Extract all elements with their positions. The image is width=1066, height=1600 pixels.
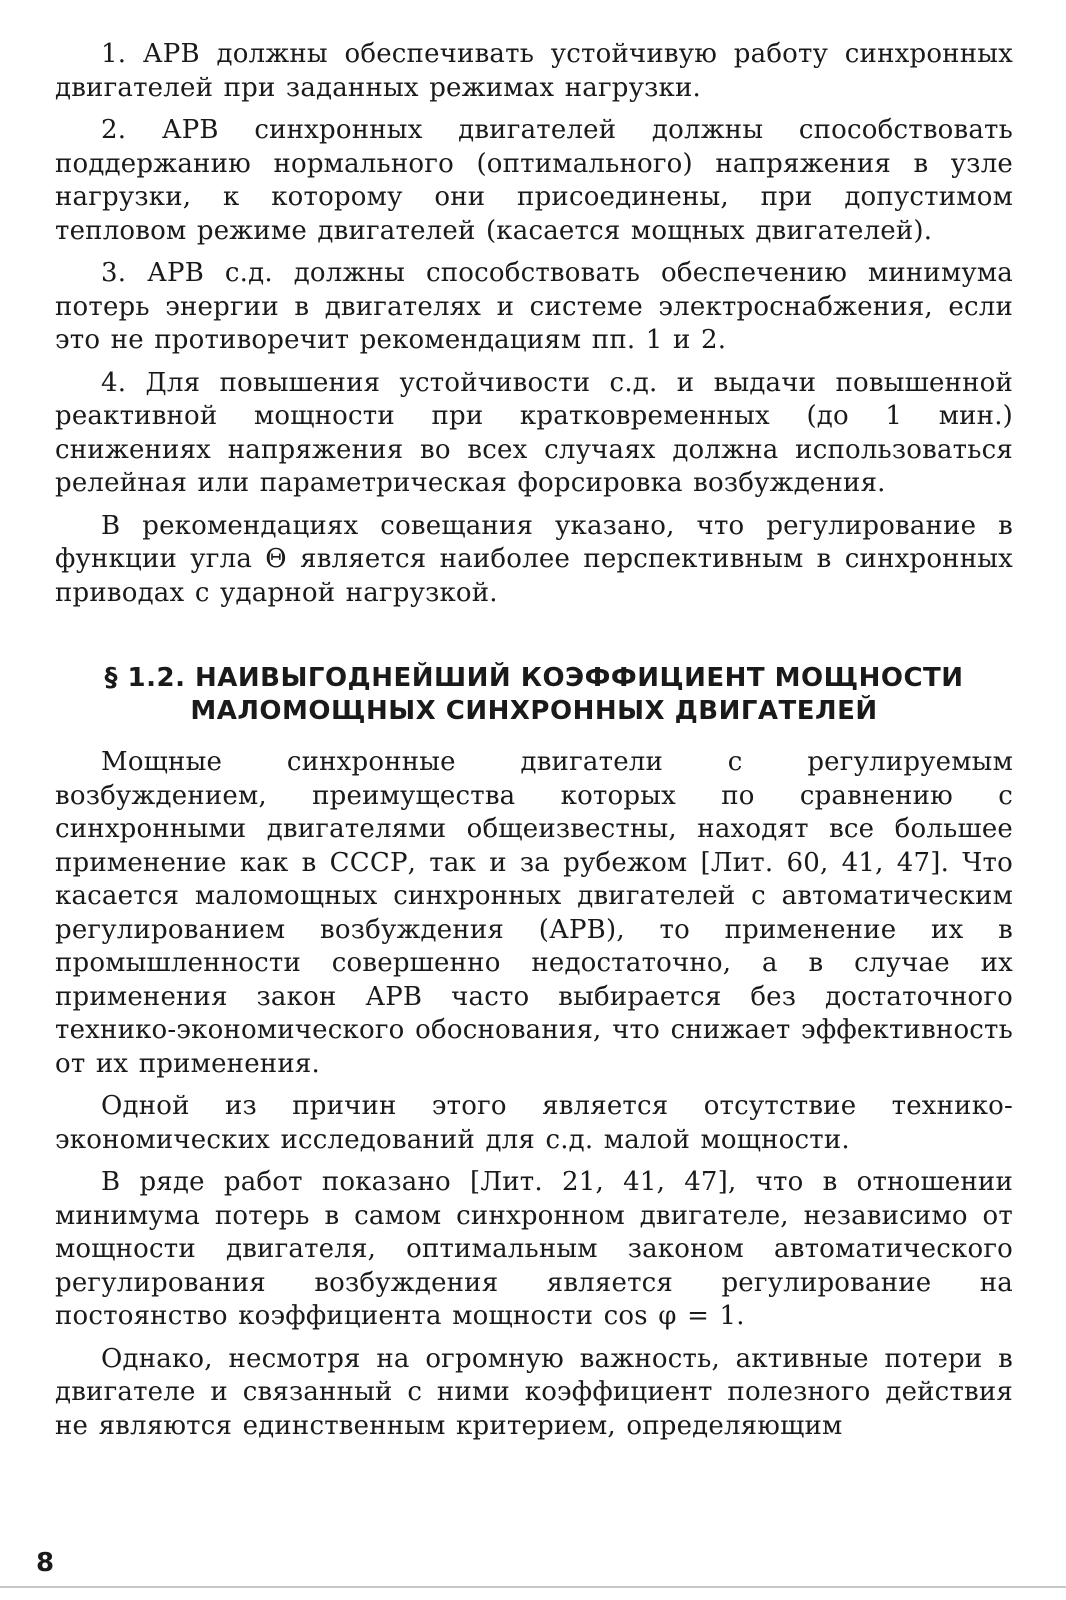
- paragraph-item-2: 2. АРВ синхронных двигателей должны способствовать поддержанию нормального (оптимального) напряжения в узле нагрузки, к которому они присоединены, при допустимом тепловом режиме двигателей (касается мощных двигателей).: [55, 115, 1013, 246]
- paragraph-minimum-losses: В ряде работ показано [Лит. 21, 41, 47], что в отношении минимума потерь в самом синхронном двигателе, независимо от мощности двигателя, оптимальным законом автоматического регулирования возбуждения является регулирование на постоянство коэффициента мощности cos φ = 1.: [55, 1167, 1013, 1331]
- paragraph-reasons: Одной из причин этого является отсутствие технико-экономических исследований для с.д. малой мощности.: [55, 1091, 1013, 1155]
- section-heading: [55, 662, 1013, 728]
- paragraph-powerful-motors: Мощные синхронные двигатели с регулируемым возбуждением, преимущества которых по сравнению с синхронными двигателями общеизвестны, находят все большее применение как в СССР, так и за рубежом [Лит. 60, 41, 47]. Что касается маломощных синхронных двигателей с автоматическим регулированием возбуждения (АРВ), то применение их в промышленности совершенно недостаточно, а в случае их применения закон АРВ часто выбирается без достаточного технико-экономического обоснования, что снижает эффективность от их применения.: [55, 747, 1013, 1079]
- paragraph-item-3: 3. АРВ с.д. должны способствовать обеспечению минимума потерь энергии в двигателях и системе электроснабжения, если это не противоречит рекомендациям пп. 1 и 2.: [55, 258, 1013, 355]
- section-heading-line-1: § 1.2. НАИВЫГОДНЕЙШИЙ КОЭФФИЦИЕНТ МОЩНОСТИ: [104, 663, 964, 693]
- book-page: [55, 38, 1013, 1568]
- paragraph-recommendations: В рекомендациях совещания указано, что регулирование в функции угла Θ является наиболее перспективным в синхронных приводах с ударной нагрузкой.: [55, 510, 1013, 608]
- paragraph-item-4: 4. Для повышения устойчивости с.д. и выдачи повышенной реактивной мощности при кратковременных (до 1 мин.) снижениях напряжения во всех случаях должна использоваться релейная или параметрическая форсировка возбуждения.: [55, 367, 1013, 498]
- section-heading-line-2: МАЛОМОЩНЫХ СИНХРОННЫХ ДВИГАТЕЛЕЙ: [190, 696, 878, 726]
- page-bottom-edge: [0, 1586, 1066, 1588]
- page-number: 8: [36, 1548, 55, 1578]
- paragraph-however: Однако, несмотря на огромную важность, активные потери в двигателе и связанный с ними коэффициент полезного действия не являются единственным критерием, определяющим: [55, 1343, 1013, 1441]
- paragraph-item-1: 1. АРВ должны обеспечивать устойчивую работу синхронных двигателей при заданных режимах нагрузки.: [55, 39, 1013, 103]
